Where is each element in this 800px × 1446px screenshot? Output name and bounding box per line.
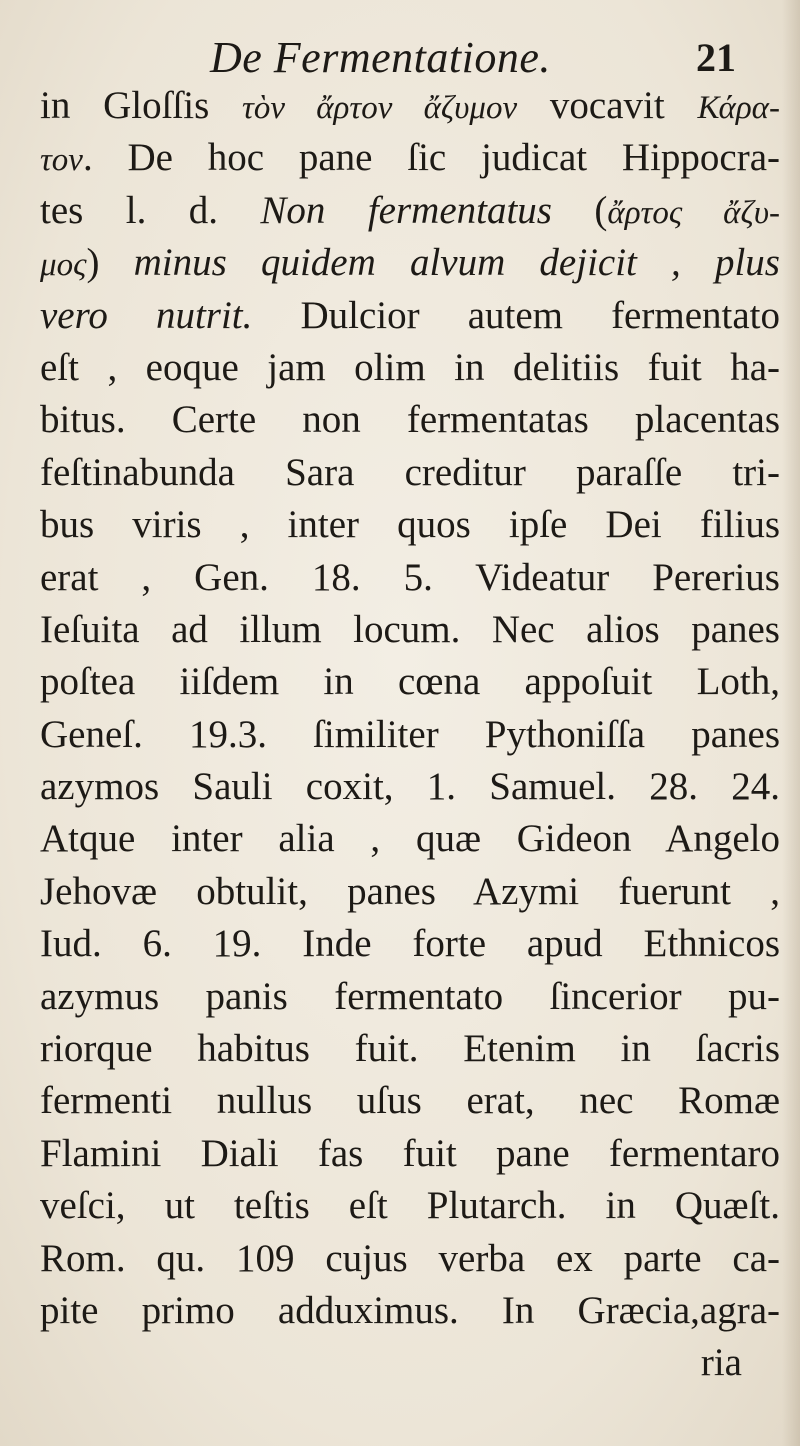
text-segment: riorque habitus fuit. Etenim in ſacris: [40, 1027, 780, 1071]
text-segment: pite primo adduximus. In Græcia,agra-: [40, 1288, 780, 1332]
greek-text: μος: [40, 247, 87, 284]
text-segment: Rom. qu. 109 cujus verba ex parte ca-: [40, 1236, 780, 1280]
text-line: [40, 1023, 780, 1075]
text-line: [40, 80, 780, 132]
text-line: [40, 1337, 780, 1389]
text-segment: ): [86, 241, 134, 285]
text-segment: Atque inter alia , quæ Gideon Angelo: [40, 817, 780, 861]
text-segment: Dulcior autem fermentato: [252, 293, 780, 337]
text-line: [40, 1233, 780, 1285]
text-segment: Flamini Diali fas fuit pane fermentaro: [40, 1131, 780, 1175]
text-segment: veſci, ut teſtis eſt Plutarch. in Quæſt.: [40, 1184, 780, 1228]
text-line: [40, 604, 780, 656]
running-title: De Fermentatione.: [210, 33, 551, 82]
text-segment: (: [551, 188, 608, 232]
text-line: [40, 813, 780, 865]
text-line: [40, 656, 780, 708]
text-line: [40, 552, 780, 604]
text-line: [40, 132, 780, 184]
text-line: [40, 1285, 780, 1337]
text-segment: azymos Sauli coxit, 1. Samuel. 28. 24.: [40, 765, 780, 809]
text-segment: fermenti nullus uſus erat, nec Romæ: [40, 1079, 780, 1123]
italic-text: Non fermentatus: [260, 188, 552, 232]
text-segment: azymus panis fermentato ſincerior pu-: [40, 974, 780, 1018]
page-header: [0, 28, 800, 88]
text-line: [40, 971, 780, 1023]
italic-text: minus quidem alvum dejicit , plus: [133, 241, 780, 285]
text-line: [40, 499, 780, 551]
text-segment: bitus. Certe non fermentatas placentas: [40, 398, 780, 442]
text-segment: Ieſuita ad illum locum. Nec alios panes: [40, 607, 780, 651]
text-line: [40, 290, 780, 342]
text-segment: ria: [700, 1341, 742, 1385]
text-segment: bus viris , inter quos ipſe Dei filius: [40, 503, 780, 547]
text-line: [40, 185, 780, 237]
text-line: [40, 1128, 780, 1180]
text-segment: eſt , eoque jam olim in delitiis fuit ha-: [40, 345, 780, 389]
text-segment: Geneſ. 19.3. ſimiliter Pythoniſſa panes: [40, 712, 780, 756]
text-line: [40, 709, 780, 761]
greek-text: ἄρτος ἄζυ-: [607, 194, 780, 231]
page-number: 21: [696, 35, 736, 80]
greek-text: τὸν ἄρτον ἄζυμον: [242, 90, 518, 126]
italic-text: vero nutrit.: [40, 293, 253, 337]
greek-text: Κάρα-: [697, 90, 780, 126]
text-segment: Iud. 6. 19. Inde forte apud Ethnicos: [40, 922, 780, 966]
text-segment: tes l. d.: [40, 188, 261, 232]
text-line: [40, 1075, 780, 1127]
text-line: [40, 447, 780, 499]
text-segment: vocavit: [517, 84, 698, 127]
text-line: [40, 394, 780, 446]
text-segment: feſtinabunda Sara creditur paraſſe tri-: [40, 450, 780, 494]
text-segment: erat , Gen. 18. 5. Videatur Pererius: [40, 555, 780, 599]
text-segment: . De hoc pane ſic judicat Hippocra-: [82, 136, 780, 180]
text-line: [40, 866, 780, 918]
page-edge-shadow: [782, 0, 800, 1446]
text-line: [40, 1180, 780, 1232]
body-text: [40, 80, 780, 1390]
text-line: [40, 918, 780, 970]
text-segment: poſtea iiſdem in cœna appoſuit Loth,: [40, 660, 780, 704]
text-segment: in Gloſſis: [40, 84, 243, 127]
text-line: [40, 342, 780, 394]
text-line: [40, 237, 780, 289]
text-segment: Jehovæ obtulit, panes Azymi fuerunt ,: [40, 869, 780, 913]
text-line: [40, 761, 780, 813]
greek-text: τον: [40, 142, 83, 179]
